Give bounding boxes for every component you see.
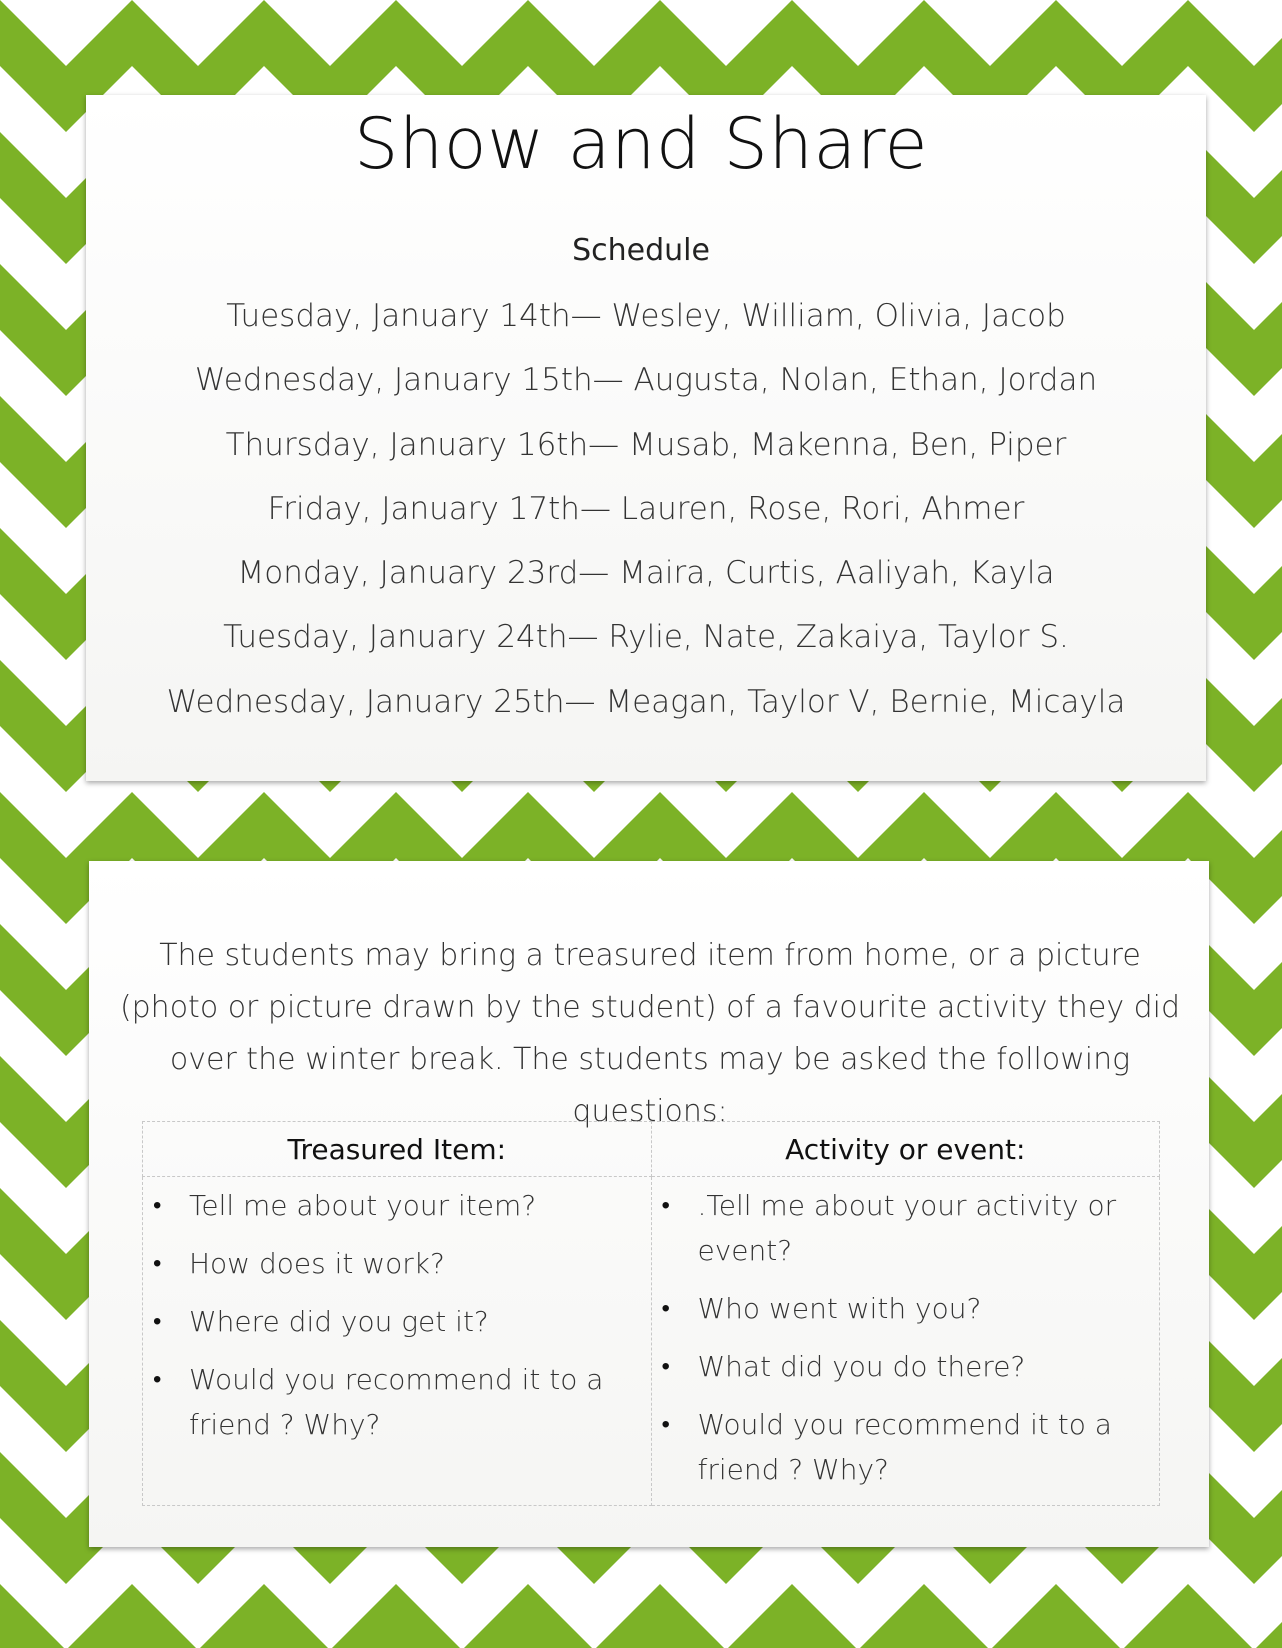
question-item: • Where did you get it? [151,1299,643,1344]
schedule-row: Wednesday, January 25th— Meagan, Taylor V, Bernie, Micayla [166,683,1126,720]
question-item: • Would you recommend it to a friend ? Why? [151,1357,643,1447]
questions-table [142,1121,1160,1506]
question-item: • What did you do there? [660,1344,1152,1389]
question-item: • Would you recommend it to a friend ? Why? [660,1402,1152,1492]
schedule-row: Friday, January 17th— Lauren, Rose, Rori, Ahmer [267,490,1025,527]
intro-paragraph: The students may bring a treasured item from home, or a picture (photo or picture drawn by the student) of a favourite activity they did over the winter break. The students may be asked the following questions: [119,938,1181,1129]
schedule-row: Wednesday, January 15th— Augusta, Nolan, Ethan, Jordan [194,362,1098,399]
question-item: • Who went with you? [660,1286,1152,1331]
schedule-row: Thursday, January 16th— Musab, Makenna, Ben, Piper [225,426,1067,463]
schedule-row: Monday, January 23rd— Maira, Curtis, Aaliyah, Kayla [237,555,1055,592]
schedule-list [86,296,1206,746]
activity-heading: Activity or event: [651,1122,1160,1177]
schedule-row: Tuesday, January 14th— Wesley, William, Olivia, Jacob [226,298,1066,334]
schedule-row: Tuesday, January 24th— Rylie, Nate, Zakaiya, Taylor S. [223,619,1069,656]
schedule-heading: Schedule [572,233,710,268]
treasured-item-heading: Treasured Item: [143,1122,652,1177]
activity-column [651,1177,1160,1506]
question-item: • Tell me about your item? [151,1183,643,1228]
treasured-item-column [143,1177,652,1506]
page-title: Show and Share [353,103,929,185]
question-item: • .Tell me about your activity or event? [660,1183,1152,1273]
question-item: • How does it work? [151,1241,643,1286]
